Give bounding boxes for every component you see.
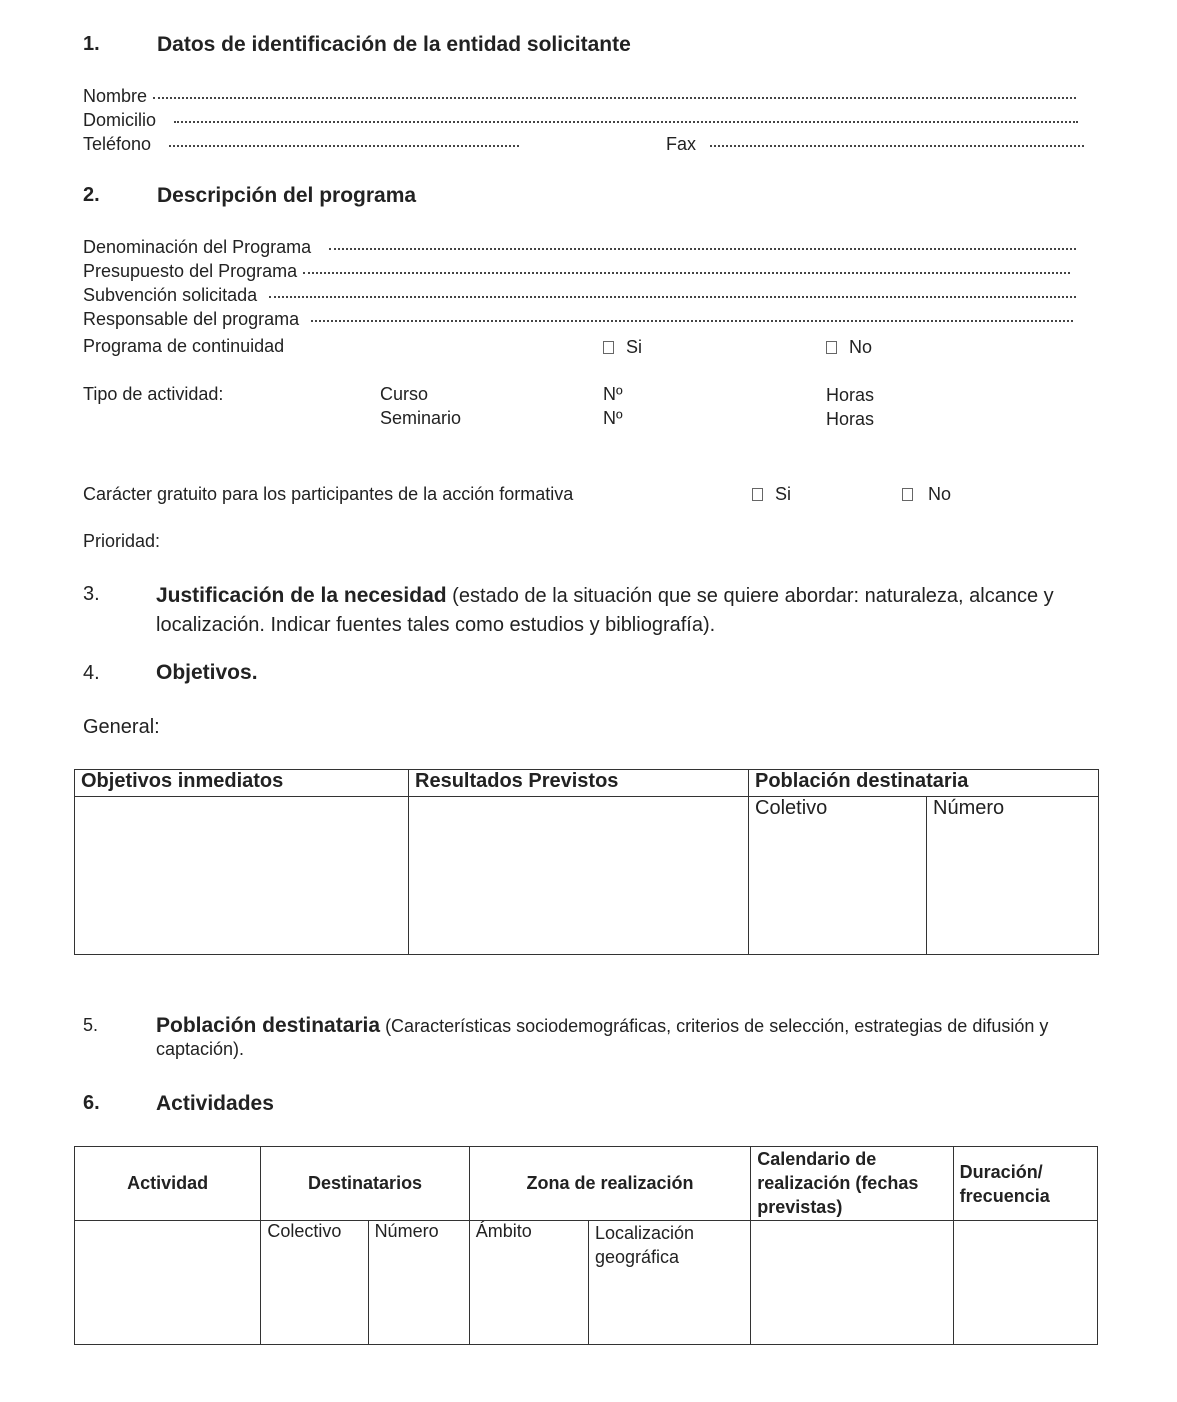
numero-label: Número (933, 797, 1005, 819)
section-6-number: 6. (83, 1092, 100, 1114)
objetivos-cell[interactable] (75, 797, 409, 955)
actividades-table (74, 1146, 1098, 1345)
colectivo-cell[interactable] (261, 1221, 368, 1345)
domicilio-label: Domicilio (83, 110, 157, 130)
poblacion-header: Población destinataria (749, 770, 1099, 797)
nombre-field[interactable] (153, 97, 1076, 99)
gratuito-no-checkbox[interactable] (902, 488, 913, 501)
gratuito-si-label: Si (775, 484, 792, 504)
fax-label: Fax (666, 134, 697, 154)
curso-horas-label: Horas (826, 385, 875, 405)
calendario-header: Calendario de realización (fechas previstas) (751, 1147, 953, 1221)
gratuito-no-label: No (928, 484, 952, 504)
ambito-cell[interactable] (469, 1221, 588, 1345)
section-5-number: 5. (83, 1015, 99, 1035)
telefono-field[interactable] (169, 145, 519, 147)
destinatarios-header: Destinatarios (261, 1147, 469, 1221)
telefono-row[interactable] (83, 134, 519, 155)
section-3-text: (estado de la situación que se quiere abordar: naturaleza, alcance y localización. Indicar fuentes tales como estudios y bibliografía). (156, 585, 1054, 636)
seminario-horas-label: Horas (826, 409, 875, 429)
section-2-number: 2. (83, 184, 100, 206)
gratuito-si-checkbox[interactable] (752, 488, 763, 501)
gratuito-no-option[interactable] (902, 484, 951, 505)
seminario-label: Seminario (380, 408, 462, 428)
fax-row[interactable] (666, 134, 1084, 155)
section-1-title: Datos de identificación de la entidad solicitante (157, 33, 631, 56)
zona-header: Zona de realización (469, 1147, 751, 1221)
telefono-label: Teléfono (83, 134, 152, 154)
section-1-number: 1. (83, 33, 100, 55)
actividad-cell[interactable] (75, 1221, 261, 1345)
prioridad-label: Prioridad: (83, 531, 161, 551)
continuidad-no-checkbox[interactable] (826, 341, 837, 354)
section-4-title: Objetivos. (156, 661, 258, 684)
continuidad-si-label: Si (626, 337, 643, 357)
nombre-row[interactable] (83, 86, 1076, 107)
calendario-cell[interactable] (751, 1221, 953, 1345)
resultados-cell[interactable] (409, 797, 749, 955)
coletivo-cell[interactable] (749, 797, 927, 955)
continuidad-label: Programa de continuidad (83, 336, 285, 356)
section-5-title: Población destinataria (156, 1014, 381, 1037)
objetivos-table (74, 769, 1099, 955)
continuidad-no-option[interactable] (826, 337, 872, 358)
curso-n-label: Nº (603, 384, 623, 404)
general-label: General: (83, 716, 160, 738)
section-4-number: 4. (83, 662, 100, 684)
gratuito-label: Carácter gratuito para los participantes de la acción formativa (83, 484, 574, 504)
localizacion-label: Localización geográfica (594, 1223, 695, 1267)
nombre-label: Nombre (83, 86, 148, 106)
duracion-cell[interactable] (953, 1221, 1097, 1345)
ambito-label: Ámbito (475, 1221, 532, 1241)
domicilio-row[interactable] (83, 110, 1078, 131)
continuidad-si-option[interactable] (603, 337, 642, 358)
domicilio-field[interactable] (174, 121, 1078, 123)
subvencion-row[interactable] (83, 285, 1076, 306)
denominacion-label: Denominación del Programa (83, 237, 312, 257)
gratuito-si-option[interactable] (752, 484, 791, 505)
section-3-paragraph (156, 581, 1096, 640)
section-3-number: 3. (83, 583, 100, 605)
resultados-header: Resultados Previstos (409, 770, 749, 797)
responsable-label: Responsable del programa (83, 309, 300, 329)
subvencion-label: Subvención solicitada (83, 285, 258, 305)
seminario-n-label: Nº (603, 408, 623, 428)
curso-label: Curso (380, 384, 429, 404)
fax-field[interactable] (710, 145, 1084, 147)
denominacion-row[interactable] (83, 237, 1076, 258)
numero-cell[interactable] (927, 797, 1099, 955)
presupuesto-label: Presupuesto del Programa (83, 261, 298, 281)
duracion-header: Duración/ frecuencia (953, 1147, 1097, 1221)
presupuesto-field[interactable] (303, 272, 1070, 274)
tipo-actividad-label: Tipo de actividad: (83, 384, 224, 404)
denominacion-field[interactable] (329, 248, 1076, 250)
responsable-field[interactable] (311, 320, 1073, 322)
colectivo-label: Colectivo (267, 1221, 342, 1241)
subvencion-field[interactable] (269, 296, 1076, 298)
objetivos-header: Objetivos inmediatos (75, 770, 409, 797)
section-3-title: Justificación de la necesidad (156, 584, 447, 607)
section-5-text: (Características sociodemográficas, criterios de selección, estrategias de difusión y captación). (156, 1016, 1049, 1059)
actividad-header: Actividad (75, 1147, 261, 1221)
section-5-paragraph (156, 1014, 1096, 1061)
localizacion-cell[interactable] (588, 1221, 750, 1345)
numero-act-cell[interactable] (368, 1221, 469, 1345)
presupuesto-row[interactable] (83, 261, 1070, 282)
coletivo-label: Coletivo (755, 797, 828, 819)
responsable-row[interactable] (83, 309, 1073, 330)
numero-act-label: Número (374, 1221, 439, 1241)
continuidad-si-checkbox[interactable] (603, 341, 614, 354)
section-2-title: Descripción del programa (157, 184, 417, 207)
continuidad-no-label: No (849, 337, 873, 357)
section-6-title: Actividades (156, 1092, 274, 1115)
